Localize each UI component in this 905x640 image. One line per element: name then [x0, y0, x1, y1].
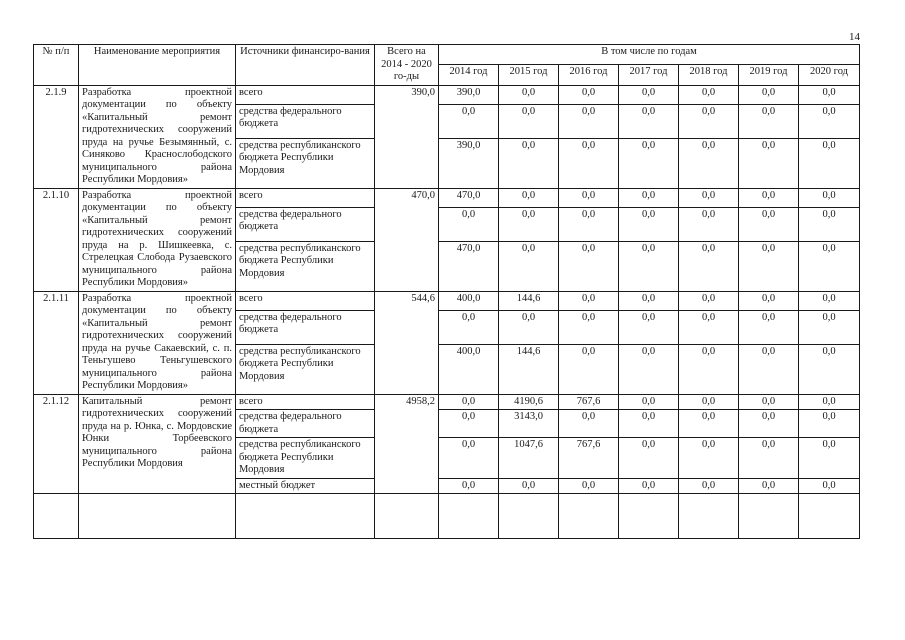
year-amount: 0,0 [559, 207, 619, 241]
year-amount: 0,0 [739, 188, 799, 207]
funding-source: средства республиканского бюджета Республики Мордовия [236, 344, 375, 394]
year-amount: 0,0 [559, 241, 619, 291]
measure-number: 2.1.9 [34, 85, 79, 188]
page-number: 14 [849, 31, 860, 43]
total-amount: 470,0 [375, 188, 439, 291]
year-amount: 767,6 [559, 394, 619, 410]
year-amount: 0,0 [619, 310, 679, 344]
year-amount: 0,0 [799, 291, 860, 310]
blank-cell [375, 494, 439, 539]
year-amount: 0,0 [799, 344, 860, 394]
measure-name: Разработка проектной документации по объекту «Капитальный ремонт гидротехнических сооружений пруда на ручье Сакаевский, с. п. Теньгушево Теньгушевского муниципального района Республики Мордовия» [79, 291, 236, 394]
funding-source: всего [236, 291, 375, 310]
total-amount: 390,0 [375, 85, 439, 188]
year-amount: 1047,6 [499, 438, 559, 479]
year-amount: 0,0 [619, 410, 679, 438]
year-amount: 0,0 [679, 207, 739, 241]
year-amount: 0,0 [799, 394, 860, 410]
header-no: № п/п [34, 45, 79, 86]
measure-number: 2.1.12 [34, 394, 79, 494]
year-amount: 0,0 [679, 104, 739, 138]
year-amount: 0,0 [739, 138, 799, 188]
blank-cell [499, 494, 559, 539]
blank-cell [799, 494, 860, 539]
year-amount: 0,0 [799, 104, 860, 138]
measure-name: Разработка проектной документации по объекту «Капитальный ремонт гидротехнических сооружений пруда на ручье Безымянный, с. Синяково Краснослободского муниципального района Республики Мордовия» [79, 85, 236, 188]
year-amount: 0,0 [619, 394, 679, 410]
year-amount: 0,0 [499, 104, 559, 138]
year-amount: 0,0 [559, 188, 619, 207]
table-row-blank [34, 494, 860, 539]
year-amount: 0,0 [619, 85, 679, 104]
year-amount: 0,0 [559, 410, 619, 438]
year-amount: 0,0 [679, 410, 739, 438]
year-amount: 0,0 [799, 85, 860, 104]
header-year: 2016 год [559, 65, 619, 85]
year-amount: 0,0 [499, 138, 559, 188]
year-amount: 0,0 [619, 344, 679, 394]
year-amount: 470,0 [439, 241, 499, 291]
year-amount: 3143,0 [499, 410, 559, 438]
year-amount: 0,0 [799, 478, 860, 494]
year-amount: 0,0 [799, 310, 860, 344]
measure-number: 2.1.11 [34, 291, 79, 394]
year-amount: 400,0 [439, 291, 499, 310]
year-amount: 0,0 [739, 410, 799, 438]
blank-cell [739, 494, 799, 539]
header-year: 2014 год [439, 65, 499, 85]
funding-source: средства федерального бюджета [236, 104, 375, 138]
year-amount: 0,0 [619, 138, 679, 188]
funding-table [33, 44, 860, 539]
year-amount: 0,0 [559, 138, 619, 188]
funding-source: всего [236, 85, 375, 104]
header-year: 2020 год [799, 65, 860, 85]
table-row [34, 188, 860, 207]
year-amount: 0,0 [619, 188, 679, 207]
year-amount: 0,0 [679, 85, 739, 104]
table-row [34, 291, 860, 310]
blank-cell [236, 494, 375, 539]
year-amount: 0,0 [799, 207, 860, 241]
year-amount: 0,0 [439, 310, 499, 344]
header-name: Наименование мероприятия [79, 45, 236, 86]
year-amount: 0,0 [679, 138, 739, 188]
year-amount: 0,0 [739, 310, 799, 344]
year-amount: 0,0 [799, 438, 860, 479]
funding-source: средства республиканского бюджета Республики Мордовия [236, 241, 375, 291]
year-amount: 0,0 [499, 85, 559, 104]
year-amount: 0,0 [799, 188, 860, 207]
header-source: Источники финансиро-вания [236, 45, 375, 86]
year-amount: 0,0 [559, 344, 619, 394]
year-amount: 0,0 [559, 85, 619, 104]
blank-cell [79, 494, 236, 539]
header-year: 2015 год [499, 65, 559, 85]
funding-source: средства федерального бюджета [236, 410, 375, 438]
header-year: 2019 год [739, 65, 799, 85]
year-amount: 0,0 [619, 241, 679, 291]
blank-cell [34, 494, 79, 539]
year-amount: 144,6 [499, 344, 559, 394]
year-amount: 0,0 [739, 394, 799, 410]
year-amount: 0,0 [439, 394, 499, 410]
year-amount: 0,0 [499, 207, 559, 241]
year-amount: 470,0 [439, 188, 499, 207]
blank-cell [619, 494, 679, 539]
year-amount: 390,0 [439, 138, 499, 188]
table-body [34, 85, 860, 539]
year-amount: 0,0 [499, 241, 559, 291]
year-amount: 0,0 [679, 438, 739, 479]
year-amount: 0,0 [439, 410, 499, 438]
funding-source: всего [236, 394, 375, 410]
table-row [34, 85, 860, 104]
year-amount: 767,6 [559, 438, 619, 479]
year-amount: 0,0 [619, 438, 679, 479]
year-amount: 0,0 [559, 291, 619, 310]
year-amount: 0,0 [619, 478, 679, 494]
year-amount: 0,0 [679, 188, 739, 207]
total-amount: 544,6 [375, 291, 439, 394]
year-amount: 400,0 [439, 344, 499, 394]
year-amount: 390,0 [439, 85, 499, 104]
blank-cell [439, 494, 499, 539]
funding-source: всего [236, 188, 375, 207]
year-amount: 0,0 [739, 207, 799, 241]
table-row [34, 394, 860, 410]
year-amount: 0,0 [739, 478, 799, 494]
funding-source: средства федерального бюджета [236, 310, 375, 344]
year-amount: 0,0 [739, 438, 799, 479]
measure-number: 2.1.10 [34, 188, 79, 291]
year-amount: 0,0 [619, 104, 679, 138]
measure-name: Разработка проектной документации по объекту «Капитальный ремонт гидротехнических сооружений пруда на р. Шишкеевка, с. Стрелецкая Слобода Рузаевского муниципального района Республики Мордовия» [79, 188, 236, 291]
year-amount: 0,0 [439, 478, 499, 494]
year-amount: 4190,6 [499, 394, 559, 410]
blank-cell [679, 494, 739, 539]
year-amount: 0,0 [679, 478, 739, 494]
year-amount: 0,0 [559, 104, 619, 138]
year-amount: 0,0 [499, 310, 559, 344]
year-amount: 0,0 [799, 410, 860, 438]
year-amount: 0,0 [559, 310, 619, 344]
funding-source: средства республиканского бюджета Республики Мордовия [236, 438, 375, 479]
funding-source: средства республиканского бюджета Республики Мордовия [236, 138, 375, 188]
year-amount: 0,0 [799, 241, 860, 291]
measure-name: Капитальный ремонт гидротехнических сооружений пруда на р. Юнка, с. Мордовские Юнки Торбеевского муниципального района Республики Мордовия [79, 394, 236, 494]
year-amount: 0,0 [619, 291, 679, 310]
year-amount: 0,0 [739, 241, 799, 291]
year-amount: 0,0 [739, 291, 799, 310]
year-amount: 0,0 [679, 241, 739, 291]
header-year: 2017 год [619, 65, 679, 85]
year-amount: 0,0 [679, 394, 739, 410]
header-total: Всего на 2014 - 2020 го-ды [375, 45, 439, 86]
year-amount: 0,0 [439, 438, 499, 479]
year-amount: 0,0 [679, 291, 739, 310]
funding-source: средства федерального бюджета [236, 207, 375, 241]
table-header [34, 45, 860, 86]
total-amount: 4958,2 [375, 394, 439, 494]
year-amount: 0,0 [439, 104, 499, 138]
year-amount: 0,0 [739, 104, 799, 138]
funding-source: местный бюджет [236, 478, 375, 494]
year-amount: 0,0 [739, 344, 799, 394]
header-by-years: В том числе по годам [439, 45, 860, 65]
year-amount: 0,0 [679, 344, 739, 394]
year-amount: 0,0 [799, 138, 860, 188]
blank-cell [559, 494, 619, 539]
year-amount: 0,0 [739, 85, 799, 104]
year-amount: 0,0 [499, 188, 559, 207]
year-amount: 144,6 [499, 291, 559, 310]
header-year: 2018 год [679, 65, 739, 85]
year-amount: 0,0 [679, 310, 739, 344]
year-amount: 0,0 [439, 207, 499, 241]
year-amount: 0,0 [499, 478, 559, 494]
year-amount: 0,0 [619, 207, 679, 241]
year-amount: 0,0 [559, 478, 619, 494]
